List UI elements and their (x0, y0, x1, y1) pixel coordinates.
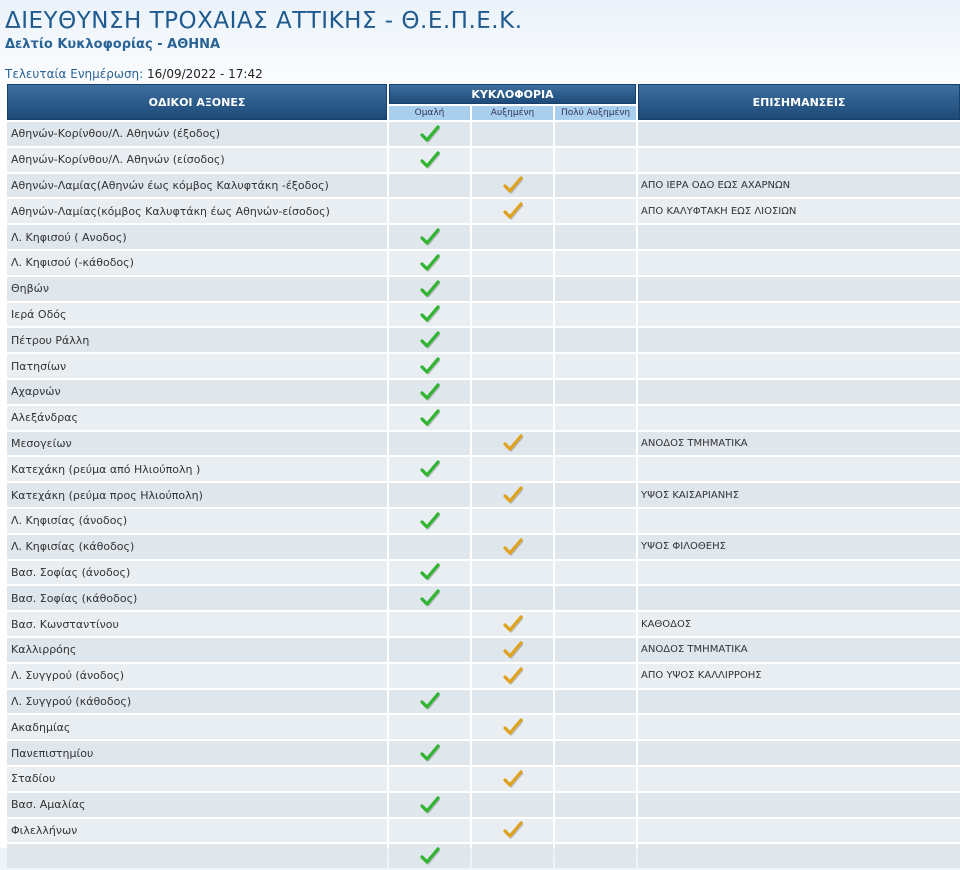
subheader-very-increased: Πολύ Αυξημένη (555, 106, 636, 120)
table-row (7, 561, 960, 585)
check-green-icon (420, 280, 440, 298)
last-updated-value: 16/09/2022 - 17:42 (147, 67, 263, 81)
traffic-table (5, 82, 960, 870)
check-green-icon (420, 512, 440, 530)
check-green-icon (420, 228, 440, 246)
road-name: Καλλιρρόης (7, 638, 387, 662)
check-green-icon (420, 383, 440, 401)
road-note: ΥΨΟΣ ΚΑΙΣΑΡΙΑΝΗΣ (638, 483, 960, 507)
road-name: Πατησίων (7, 354, 387, 378)
table-row (7, 612, 960, 636)
table-row (7, 819, 960, 843)
check-green-icon (420, 847, 440, 865)
road-name: Ιερά Οδός (7, 303, 387, 327)
table-row (7, 199, 960, 223)
check-orange-icon (503, 538, 523, 556)
header-roads: ΟΔΙΚΟΙ ΑΞΟΝΕΣ (7, 84, 387, 120)
table-row (7, 174, 960, 198)
road-note: ΑΠΟ ΚΑΛΥΦΤΑΚΗ ΕΩΣ ΛΙΟΣΙΩΝ (638, 199, 960, 223)
check-green-icon (420, 692, 440, 710)
table-row (7, 690, 960, 714)
check-green-icon (420, 409, 440, 427)
check-green-icon (420, 125, 440, 143)
road-name: Αθηνών-Κορίνθου/Λ. Αθηνών (είσοδος) (7, 148, 387, 172)
subheader-normal: Ομαλή (389, 106, 470, 120)
status-normal-cell (389, 483, 470, 507)
status-normal-cell (389, 277, 470, 301)
check-orange-icon (503, 821, 523, 839)
status-increased-cell (472, 380, 553, 404)
road-name: Θηβών (7, 277, 387, 301)
check-green-icon (420, 744, 440, 762)
check-green-icon (420, 563, 440, 581)
status-very-increased-cell (555, 148, 636, 172)
status-very-increased-cell (555, 561, 636, 585)
status-very-increased-cell (555, 819, 636, 843)
table-row (7, 225, 960, 249)
status-normal-cell (389, 328, 470, 352)
road-note: ΥΨΟΣ ΦΙΛΟΘΕΗΣ (638, 535, 960, 559)
table-row (7, 380, 960, 404)
table-row (7, 122, 960, 146)
road-note (638, 561, 960, 585)
check-orange-icon (503, 176, 523, 194)
road-note (638, 767, 960, 791)
status-very-increased-cell (555, 277, 636, 301)
status-very-increased-cell (555, 174, 636, 198)
road-name: Λ. Κηφισίας (κάθοδος) (7, 535, 387, 559)
road-name: Βασ. Σοφίας (κάθοδος) (7, 586, 387, 610)
table-row (7, 793, 960, 817)
check-green-icon (420, 151, 440, 169)
road-name: Φιλελλήνων (7, 819, 387, 843)
status-increased-cell (472, 509, 553, 533)
check-orange-icon (503, 434, 523, 452)
table-row (7, 638, 960, 662)
road-note (638, 741, 960, 765)
status-increased-cell (472, 432, 553, 456)
status-normal-cell (389, 225, 470, 249)
road-note (638, 715, 960, 739)
traffic-rows (7, 122, 960, 868)
table-row (7, 483, 960, 507)
status-normal-cell (389, 819, 470, 843)
road-name: Λ. Κηφισού ( Ανοδος) (7, 225, 387, 249)
status-very-increased-cell (555, 535, 636, 559)
status-increased-cell (472, 277, 553, 301)
road-name: Λ. Συγγρού (κάθοδος) (7, 690, 387, 714)
status-increased-cell (472, 303, 553, 327)
table-row (7, 277, 960, 301)
road-name: Βασ. Κωνσταντίνου (7, 612, 387, 636)
check-green-icon (420, 254, 440, 272)
road-note (638, 251, 960, 275)
status-increased-cell (472, 406, 553, 430)
check-green-icon (420, 357, 440, 375)
status-normal-cell (389, 561, 470, 585)
status-increased-cell (472, 483, 553, 507)
road-name: Πέτρου Ράλλη (7, 328, 387, 352)
status-very-increased-cell (555, 406, 636, 430)
table-row (7, 586, 960, 610)
status-normal-cell (389, 122, 470, 146)
status-increased-cell (472, 328, 553, 352)
last-updated-label: Τελευταία Ενημέρωση: (5, 67, 144, 81)
status-very-increased-cell (555, 432, 636, 456)
road-name: Αθηνών-Κορίνθου/Λ. Αθηνών (έξοδος) (7, 122, 387, 146)
road-name: Λ. Κηφισού (-κάθοδος) (7, 251, 387, 275)
road-note: ΑΝΟΔΟΣ ΤΜΗΜΑΤΙΚΑ (638, 638, 960, 662)
header-notes: ΕΠΙΣΗΜΑΝΣΕΙΣ (638, 84, 960, 120)
status-normal-cell (389, 380, 470, 404)
status-very-increased-cell (555, 483, 636, 507)
status-normal-cell (389, 586, 470, 610)
road-note (638, 819, 960, 843)
road-name: Κατεχάκη (ρεύμα από Ηλιούπολη ) (7, 457, 387, 481)
road-note (638, 690, 960, 714)
table-row (7, 406, 960, 430)
last-updated (5, 67, 263, 81)
status-increased-cell (472, 690, 553, 714)
status-increased-cell (472, 715, 553, 739)
status-very-increased-cell (555, 457, 636, 481)
table-row (7, 741, 960, 765)
status-increased-cell (472, 122, 553, 146)
status-increased-cell (472, 535, 553, 559)
status-very-increased-cell (555, 199, 636, 223)
table-row (7, 715, 960, 739)
check-orange-icon (503, 718, 523, 736)
status-normal-cell (389, 303, 470, 327)
check-green-icon (420, 460, 440, 478)
status-very-increased-cell (555, 354, 636, 378)
status-increased-cell (472, 767, 553, 791)
status-increased-cell (472, 148, 553, 172)
table-row (7, 251, 960, 275)
road-name: Κατεχάκη (ρεύμα προς Ηλιούπολη) (7, 483, 387, 507)
status-very-increased-cell (555, 303, 636, 327)
status-very-increased-cell (555, 251, 636, 275)
status-very-increased-cell (555, 690, 636, 714)
status-very-increased-cell (555, 225, 636, 249)
status-normal-cell (389, 199, 470, 223)
check-green-icon (420, 589, 440, 607)
page-title: ΔΙΕΥΘΥΝΣΗ ΤΡΟΧΑΙΑΣ ΑΤΤΙΚΗΣ - Θ.Ε.Π.Ε.Κ. (5, 8, 523, 34)
status-increased-cell (472, 251, 553, 275)
check-orange-icon (503, 486, 523, 504)
road-note: ΑΠΟ ΥΨΟΣ ΚΑΛΛΙΡΡΟΗΣ (638, 664, 960, 688)
status-normal-cell (389, 715, 470, 739)
status-very-increased-cell (555, 741, 636, 765)
status-very-increased-cell (555, 586, 636, 610)
subheader-increased: Αυξημένη (472, 106, 553, 120)
status-very-increased-cell (555, 715, 636, 739)
table-row (7, 328, 960, 352)
road-name: Σταδίου (7, 767, 387, 791)
status-normal-cell (389, 612, 470, 636)
road-note (638, 586, 960, 610)
status-increased-cell (472, 225, 553, 249)
status-increased-cell (472, 174, 553, 198)
table-row (7, 767, 960, 791)
road-note (638, 793, 960, 817)
road-name: Αλεξάνδρας (7, 406, 387, 430)
road-note: ΑΠΟ ΙΕΡΑ ΟΔΟ ΕΩΣ ΑΧΑΡΝΩΝ (638, 174, 960, 198)
road-note (638, 122, 960, 146)
status-very-increased-cell (555, 380, 636, 404)
check-orange-icon (503, 641, 523, 659)
status-very-increased-cell (555, 612, 636, 636)
road-name: Αθηνών-Λαμίας(κόμβος Καλυφτάκη έως Αθηνών-είσοδος) (7, 199, 387, 223)
status-normal-cell (389, 690, 470, 714)
road-note (638, 509, 960, 533)
road-note (638, 328, 960, 352)
check-green-icon (420, 305, 440, 323)
road-note (638, 406, 960, 430)
road-name: Πανεπιστημίου (7, 741, 387, 765)
status-normal-cell (389, 457, 470, 481)
road-note (638, 303, 960, 327)
road-name: Λ. Κηφισίας (άνοδος) (7, 509, 387, 533)
road-note (638, 457, 960, 481)
road-note: ΑΝΟΔΟΣ ΤΜΗΜΑΤΙΚΑ (638, 432, 960, 456)
status-normal-cell (389, 793, 470, 817)
status-very-increased-cell (555, 767, 636, 791)
check-orange-icon (503, 667, 523, 685)
status-normal-cell (389, 406, 470, 430)
status-increased-cell (472, 741, 553, 765)
status-normal-cell (389, 432, 470, 456)
status-normal-cell (389, 535, 470, 559)
status-increased-cell (472, 793, 553, 817)
check-orange-icon (503, 770, 523, 788)
road-note (638, 380, 960, 404)
status-increased-cell (472, 638, 553, 662)
check-green-icon (420, 796, 440, 814)
road-note: ΚΑΘΟΔΟΣ (638, 612, 960, 636)
road-name: Μεσογείων (7, 432, 387, 456)
status-very-increased-cell (555, 664, 636, 688)
road-name: Λ. Συγγρού (άνοδος) (7, 664, 387, 688)
status-normal-cell (389, 251, 470, 275)
road-name: Βασ. Αμαλίας (7, 793, 387, 817)
table-row (7, 354, 960, 378)
status-increased-cell (472, 586, 553, 610)
status-very-increased-cell (555, 328, 636, 352)
road-name: Βασ. Σοφίας (άνοδος) (7, 561, 387, 585)
status-normal-cell (389, 638, 470, 662)
table-row (7, 664, 960, 688)
status-increased-cell (472, 664, 553, 688)
status-very-increased-cell (555, 638, 636, 662)
table-row (7, 509, 960, 533)
road-note (638, 148, 960, 172)
status-increased-cell (472, 199, 553, 223)
road-name: Ακαδημίας (7, 715, 387, 739)
status-increased-cell (472, 457, 553, 481)
road-note (638, 277, 960, 301)
road-name: Αχαρνών (7, 380, 387, 404)
table-row (7, 148, 960, 172)
table-row (7, 303, 960, 327)
status-normal-cell (389, 509, 470, 533)
status-normal-cell (389, 767, 470, 791)
road-name: Αθηνών-Λαμίας(Αθηνών έως κόμβος Καλυφτάκη -έξοδος) (7, 174, 387, 198)
status-increased-cell (472, 561, 553, 585)
page-subtitle: Δελτίο Κυκλοφορίας - ΑΘΗΝΑ (5, 37, 221, 52)
status-increased-cell (472, 612, 553, 636)
status-normal-cell (389, 354, 470, 378)
table-row (7, 457, 960, 481)
road-note (638, 225, 960, 249)
status-normal-cell (389, 741, 470, 765)
status-increased-cell (472, 354, 553, 378)
table-row (7, 432, 960, 456)
status-normal-cell (389, 148, 470, 172)
check-green-icon (420, 331, 440, 349)
status-increased-cell (472, 819, 553, 843)
header-traffic: ΚΥΚΛΟΦΟΡΙΑ (389, 84, 636, 104)
status-normal-cell (389, 174, 470, 198)
check-orange-icon (503, 202, 523, 220)
road-note (638, 354, 960, 378)
status-very-increased-cell (555, 509, 636, 533)
status-very-increased-cell (555, 793, 636, 817)
table-row (7, 535, 960, 559)
status-normal-cell (389, 664, 470, 688)
status-very-increased-cell (555, 122, 636, 146)
check-orange-icon (503, 615, 523, 633)
